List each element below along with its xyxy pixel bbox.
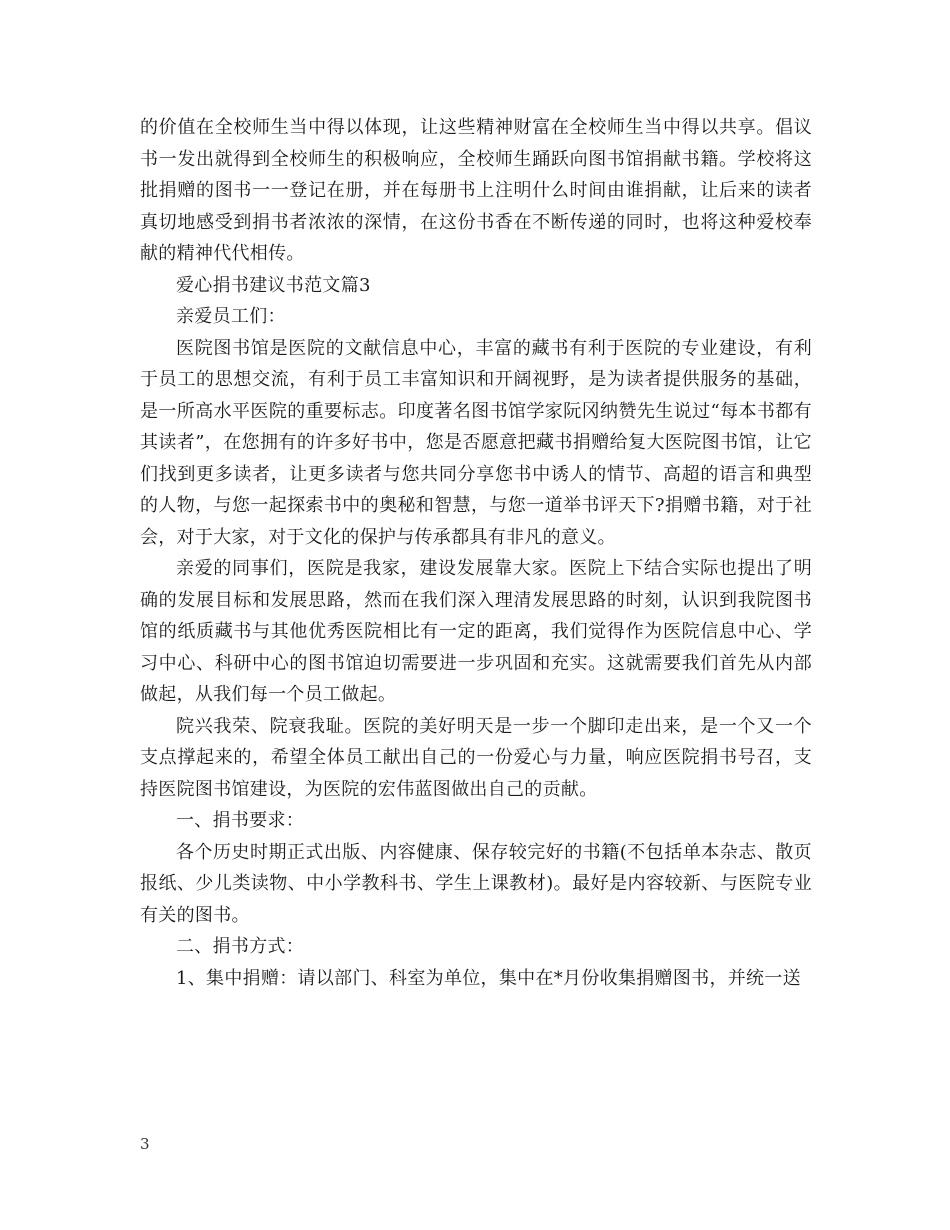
requirements-body: 各个历史时期正式出版、内容健康、保存较完好的书籍(不包括单本杂志、散页报纸、少儿类读物、中小学教科书、学生上课教材)。最好是内容较新、与医院专业有关的图书。 [140, 841, 812, 926]
paragraph-honor: 院兴我荣、院衰我耻。医院的美好明天是一步一个脚印走出来，是一个又一个支点撑起来的，希望全体员工献出自己的一份爱心与力量，响应医院捐书号召，支持医院图书馆建设，为医院的宏伟蓝图做出自己的贡献。 [140, 715, 812, 800]
page-number: 3 [140, 1135, 150, 1153]
document-body [140, 112, 812, 994]
requirements-heading: 一、捐书要求： [176, 810, 305, 831]
paragraph-continuation: 的价值在全校师生当中得以体现，让这些精神财富在全校师生当中得以共享。倡议书一发出就得到全校师生的积极响应，全校师生踊跃向图书馆捐献书籍。学校将这批捐赠的图书一一登记在册，并在每册书上注明什么时间由谁捐献，让后来的读者真切地感受到捐书者浓浓的深情，在这份书香在不断传递的同时，也将这种爱校奉献的精神代代相传。 [140, 117, 812, 264]
section-heading-3: 爱心捐书建议书范文篇3 [176, 274, 371, 296]
method-item-1: 1、集中捐赠：请以部门、科室为单位，集中在*月份收集捐赠图书，并统一送 [176, 967, 801, 989]
method-heading: 二、捐书方式： [176, 936, 305, 957]
salutation: 亲爱员工们： [176, 306, 286, 327]
paragraph-library-intro: 医院图书馆是医院的文献信息中心，丰富的藏书有利于医院的专业建设，有利于员工的思想交流，有利于员工丰富知识和开阔视野，是为读者提供服务的基础，是一所高水平医院的重要标志。印度著名图书馆学家阮冈纳赞先生说过“每本书都有其读者”，在您拥有的许多好书中，您是否愿意把藏书捐赠给复大医院图书馆，让它们找到更多读者，让更多读者与您共同分享您书中诱人的情节、高超的语言和典型的人物，与您一起探索书中的奥秘和智慧，与您一道举书评天下?捐赠书籍，对于社会，对于大家，对于文化的保护与传承都具有非凡的意义。 [140, 337, 812, 548]
paragraph-colleagues: 亲爱的同事们，医院是我家，建设发展靠大家。医院上下结合实际也提出了明确的发展目标和发展思路，然而在我们深入理清发展思路的时刻，认识到我院图书馆的纸质藏书与其他优秀医院相比有一定的距离，我们觉得作为医院信息中心、学习中心、科研中心的图书馆迫切需要进一步巩固和充实。这就需要我们首先从内部做起，从我们每一个员工做起。 [140, 558, 812, 705]
